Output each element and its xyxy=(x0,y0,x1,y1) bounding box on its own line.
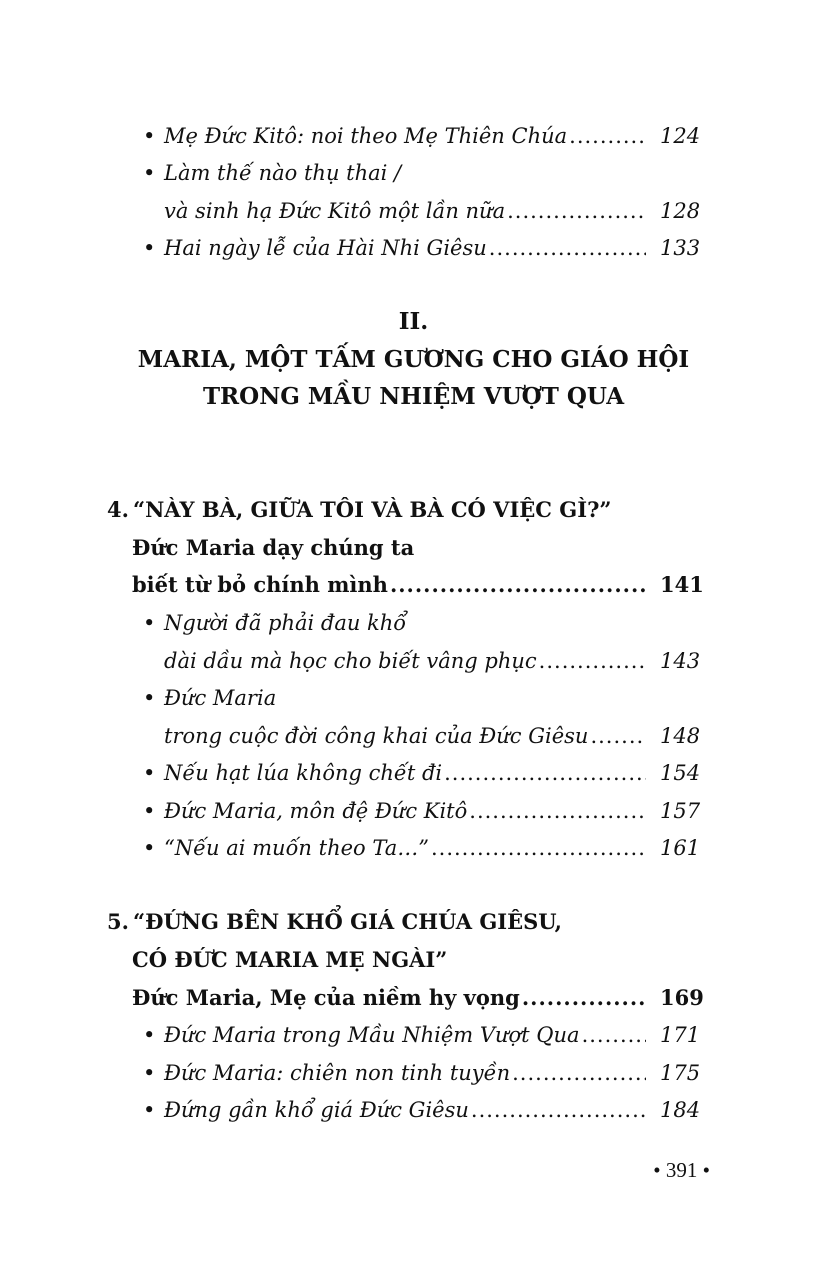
chapter-heading[interactable] xyxy=(107,491,700,529)
toc-entry[interactable] xyxy=(143,1054,700,1092)
bullet-icon: • xyxy=(143,761,156,785)
toc-entry-page: 161 xyxy=(660,836,701,860)
toc-entry-page: 175 xyxy=(660,1061,701,1085)
toc-entry[interactable] xyxy=(143,792,700,830)
chapter-number: 4. xyxy=(107,497,129,522)
toc-entry-page: 157 xyxy=(660,799,701,823)
chapter-subtitle-text: Đức Maria, Mẹ của niềm hy vọng xyxy=(132,985,520,1010)
toc-entry-page: 143 xyxy=(660,649,701,673)
toc-entry-title: Đức Maria, môn đệ Đức Kitô xyxy=(164,799,468,823)
toc-entry[interactable] xyxy=(143,1091,700,1129)
toc-entry-title: “Nếu ai muốn theo Ta…” xyxy=(164,836,429,860)
leader-dots xyxy=(569,117,646,155)
leader-dots xyxy=(390,566,646,604)
toc-entry-title: Nếu hạt lúa không chết đi xyxy=(164,761,443,785)
toc-entry-title: Đứng gần khổ giá Đức Giêsu xyxy=(164,1098,469,1122)
leader-dots xyxy=(582,1016,646,1054)
bullet-icon: • xyxy=(143,1061,156,1085)
chapter-subtitle-line1: Đức Maria dạy chúng ta xyxy=(132,535,415,560)
toc-entry[interactable] xyxy=(143,229,700,267)
bullet-icon: • xyxy=(143,799,156,823)
toc-entry-page: 154 xyxy=(660,761,701,785)
bullet-icon: • xyxy=(143,611,156,635)
toc-entry[interactable] xyxy=(143,117,700,155)
toc-entry-page: 128 xyxy=(660,199,701,223)
toc-entry[interactable] xyxy=(143,754,700,792)
part-title-line2: TRONG MẦU NHIỆM VƯỢT QUA xyxy=(202,383,625,410)
chapter-subtitle[interactable] xyxy=(132,979,704,1017)
chapter-title: “ĐỨNG BÊN KHỔ GIÁ CHÚA GIÊSU, xyxy=(133,909,562,934)
bullet-icon: • xyxy=(143,236,156,260)
toc-entry-continuation[interactable] xyxy=(164,642,700,680)
chapter-title: “NÀY BÀ, GIỮA TÔI VÀ BÀ CÓ VIỆC GÌ?” xyxy=(133,497,612,522)
chapter-subtitle xyxy=(132,529,700,567)
toc-entry-page: 124 xyxy=(660,124,701,148)
toc-entry-title: Người đã phải đau khổ xyxy=(164,611,407,635)
chapter-heading[interactable] xyxy=(107,903,700,941)
chapter-page: 169 xyxy=(660,985,704,1010)
toc-entry[interactable] xyxy=(143,679,700,717)
leader-dots xyxy=(539,642,646,680)
toc-entry-title: Đức Maria trong Mầu Nhiệm Vượt Qua xyxy=(164,1023,580,1047)
toc-entry-title: Mẹ Đức Kitô: noi theo Mẹ Thiên Chúa xyxy=(164,124,568,148)
bullet-icon: • xyxy=(143,124,156,148)
bullet-icon: • xyxy=(143,686,156,710)
toc-entry-title: Làm thế nào thụ thai / xyxy=(164,161,402,185)
leader-dots xyxy=(489,229,646,267)
toc-entry-page: 171 xyxy=(660,1023,701,1047)
toc-entry[interactable] xyxy=(143,829,700,867)
leader-dots xyxy=(431,829,646,867)
leader-dots xyxy=(444,754,646,792)
leader-dots xyxy=(512,1054,646,1092)
toc-entry-page: 133 xyxy=(660,236,701,260)
bullet-icon: • xyxy=(143,161,156,185)
part-title-line1: MARIA, MỘT TẤM GƯƠNG CHO GIÁO HỘI xyxy=(137,346,690,373)
toc-entry[interactable] xyxy=(143,1016,700,1054)
leader-dots xyxy=(469,792,646,830)
leader-dots xyxy=(507,192,646,230)
toc-entry-title: dài dầu mà học cho biết vâng phục xyxy=(164,649,537,673)
page-number: • 391 • xyxy=(653,1158,710,1182)
chapter-page: 141 xyxy=(660,572,704,597)
toc-entry-page: 184 xyxy=(660,1098,701,1122)
leader-dots xyxy=(590,717,646,755)
toc-entry-title: trong cuộc đời công khai của Đức Giêsu xyxy=(164,724,589,748)
chapter-subtitle-line2: biết từ bỏ chính mình xyxy=(132,572,388,597)
toc-entry-continuation[interactable] xyxy=(164,192,700,230)
toc-entry-title: Hai ngày lễ của Hài Nhi Giêsu xyxy=(164,236,487,260)
part-numeral: II. xyxy=(398,308,429,335)
toc-entry-title: Đức Maria: chiên non tinh tuyền xyxy=(164,1061,511,1085)
toc-entry[interactable] xyxy=(143,154,700,192)
toc-entry-title: Đức Maria xyxy=(164,686,277,710)
chapter-subtitle[interactable] xyxy=(132,566,704,604)
toc-entry-continuation[interactable] xyxy=(164,717,700,755)
bullet-icon: • xyxy=(143,836,156,860)
chapter-title-continuation xyxy=(132,941,700,979)
chapter-number: 5. xyxy=(107,909,129,934)
toc-entry-page: 148 xyxy=(660,724,701,748)
leader-dots xyxy=(471,1091,646,1129)
bullet-icon: • xyxy=(143,1098,156,1122)
chapter-title-line2: CÓ ĐỨC MARIA MẸ NGÀI” xyxy=(132,947,448,972)
bullet-icon: • xyxy=(143,1023,156,1047)
toc-entry[interactable] xyxy=(143,604,700,642)
toc-entry-title: và sinh hạ Đức Kitô một lần nữa xyxy=(164,199,506,223)
leader-dots xyxy=(522,979,646,1017)
